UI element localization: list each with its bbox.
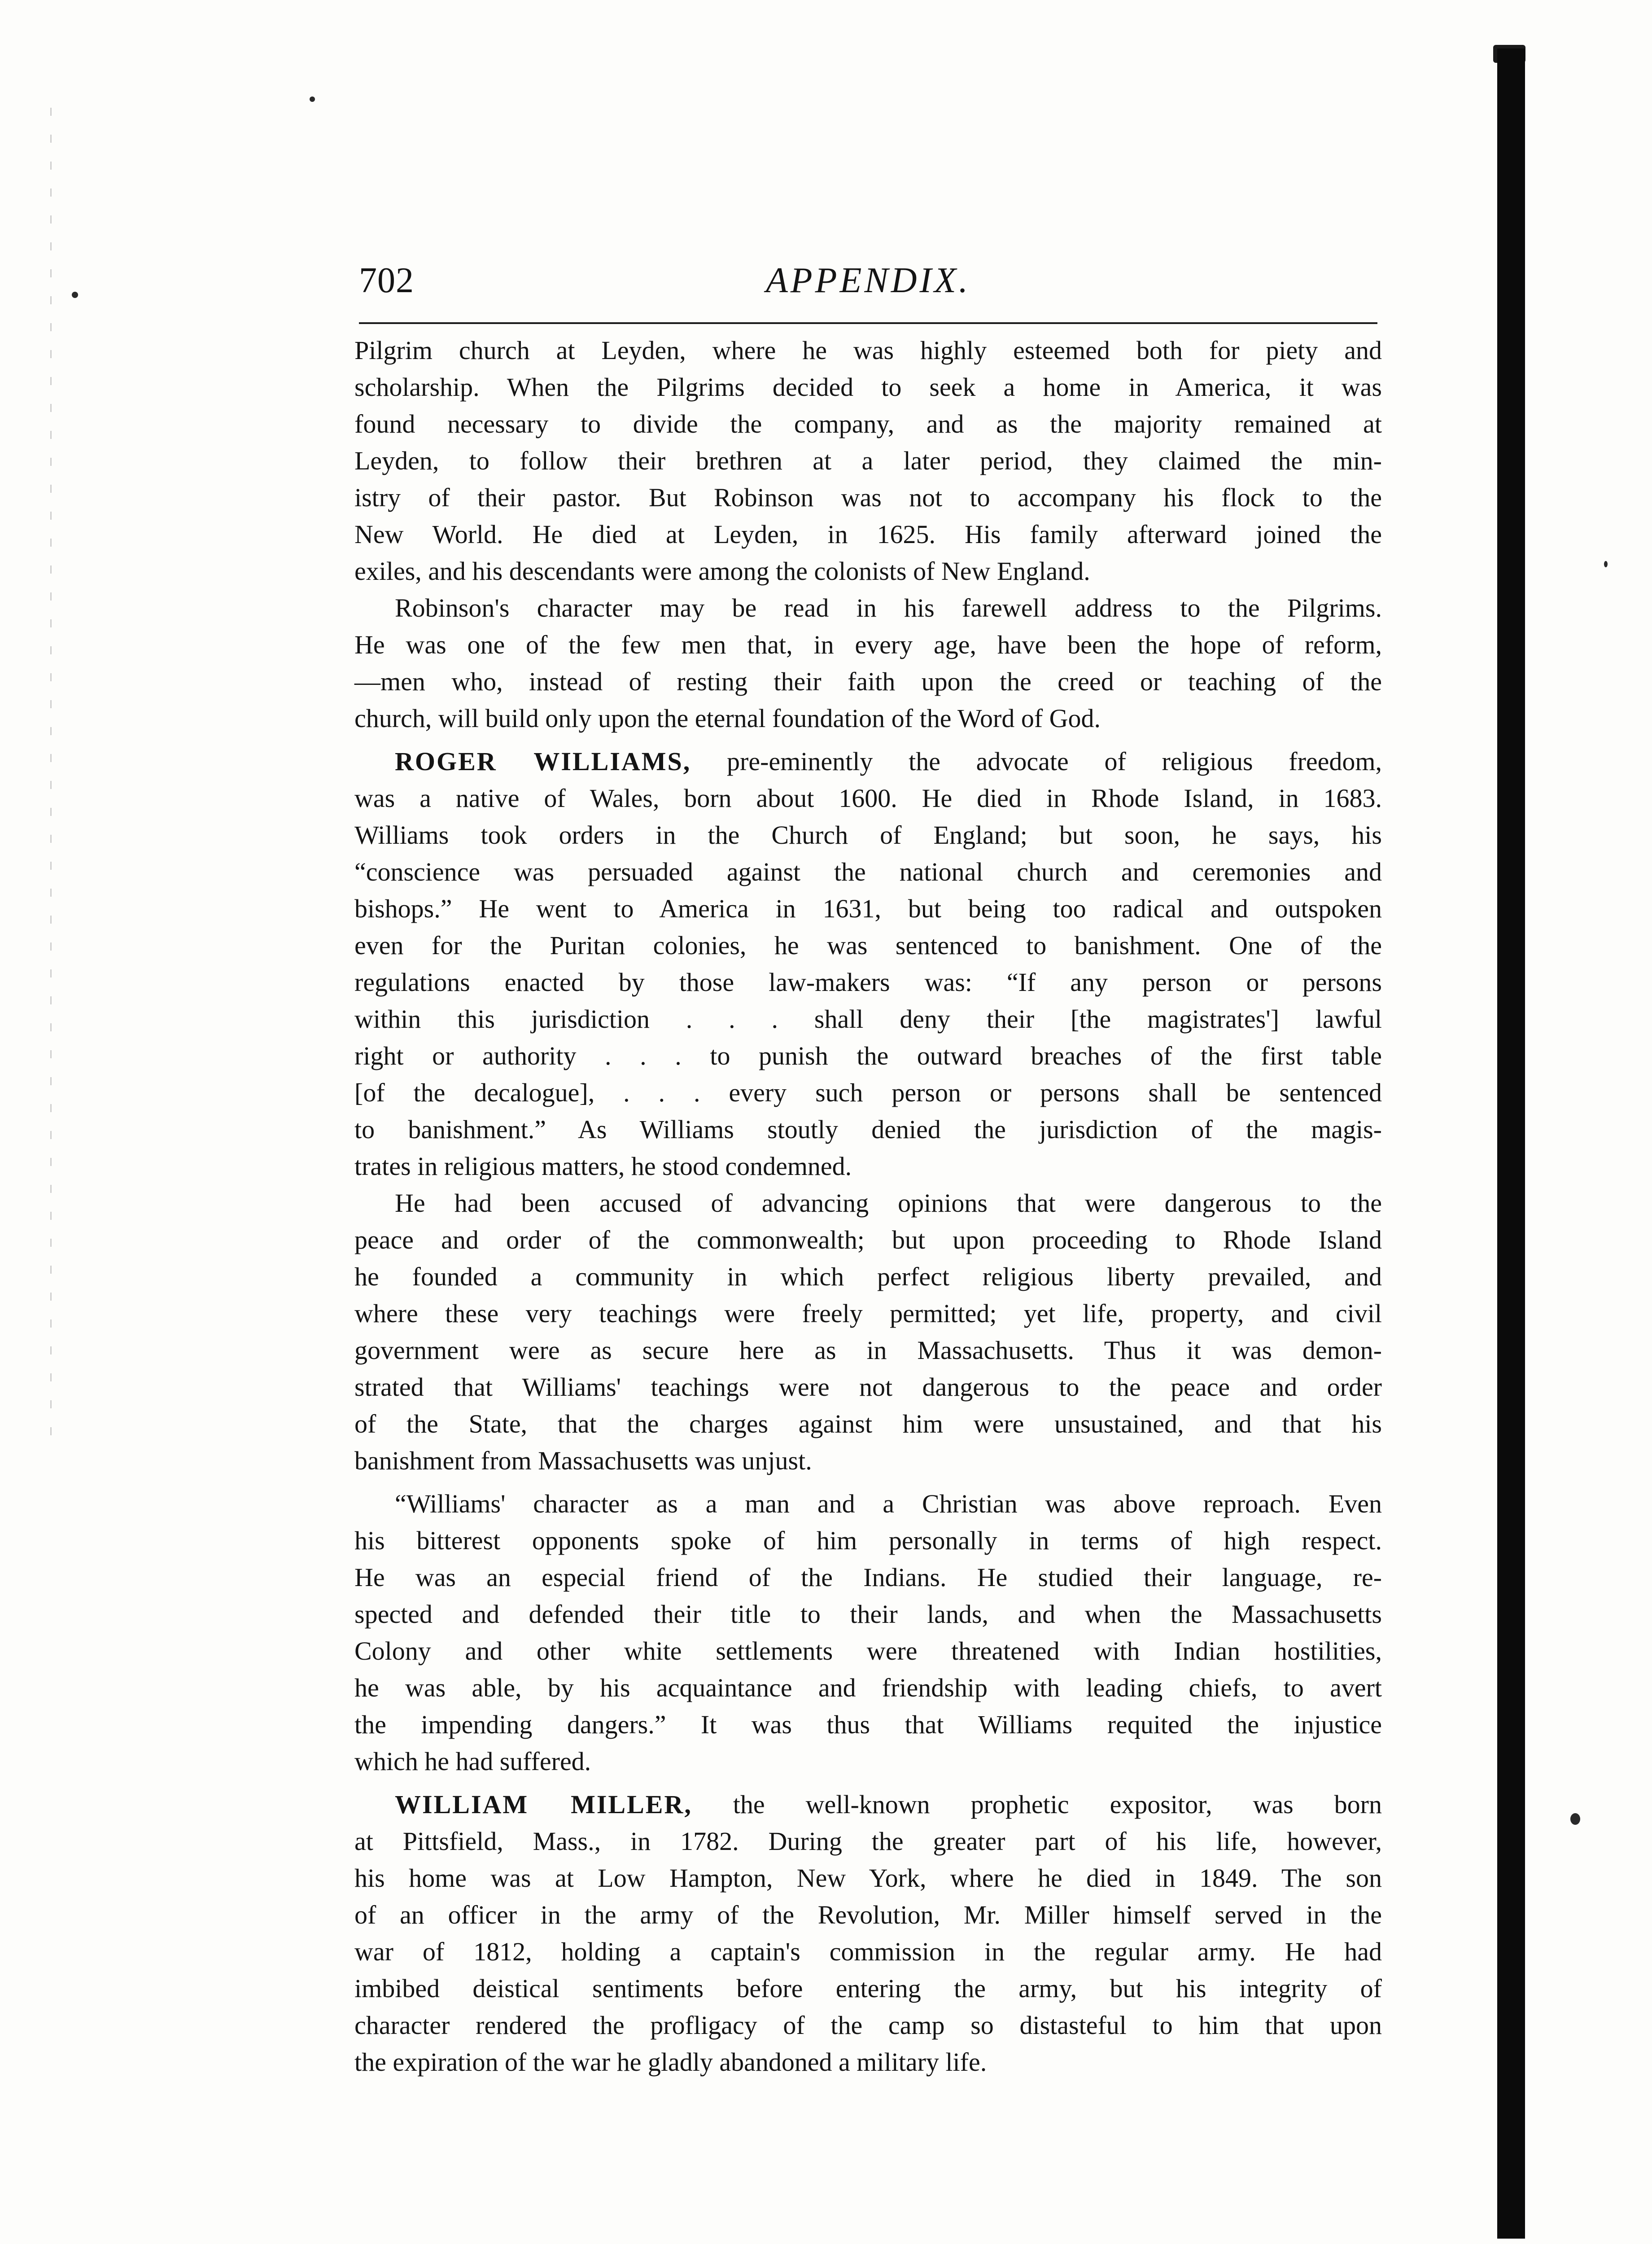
text-line: character rendered the profligacy of the camp so distasteful to him that upon — [354, 2011, 1382, 2040]
text-line: Pilgrim church at Leyden, where he was highly esteemed both for piety and — [354, 336, 1382, 365]
text-line: at Pittsfield, Mass., in 1782. During the greater part of his life, however, — [354, 1827, 1382, 1856]
text-line — [354, 743, 1382, 780]
text-line: the impending dangers.” It was thus that Williams requited the injustice — [354, 1710, 1382, 1739]
paragraph-gap — [354, 1780, 1382, 1786]
text-line: He was an especial friend of the Indians. He studied their language, re- — [354, 1563, 1382, 1592]
text-line: where these very teachings were freely permitted; yet life, property, and civil — [354, 1299, 1382, 1328]
paragraph-gap — [354, 737, 1382, 743]
text-line: Williams took orders in the Church of England; but soon, he says, his — [354, 820, 1382, 850]
text-line: trates in religious matters, he stood condemned. — [354, 1152, 852, 1181]
text-line: the expiration of the war he gladly abandoned a military life. — [354, 2047, 987, 2077]
text-line: He had been accused of advancing opinions that were dangerous to the — [395, 1188, 1382, 1218]
scan-speck — [310, 96, 315, 102]
page-number: 702 — [359, 261, 414, 300]
text-line: church, will build only upon the eternal foundation of the Word of God. — [354, 704, 1101, 733]
text-line: exiles, and his descendants were among the colonists of New England. — [354, 557, 1090, 586]
text-line: his home was at Low Hampton, New York, where he died in 1849. The son — [354, 1863, 1382, 1893]
text-line: peace and order of the commonwealth; but upon proceeding to Rhode Island — [354, 1225, 1382, 1254]
text-line: banishment from Massachusetts was unjust. — [354, 1446, 812, 1475]
text-line: He was one of the few men that, in every age, have been the hope of reform, — [354, 630, 1382, 659]
paragraph-robinson-character — [354, 590, 1382, 737]
text-line: regulations enacted by those law-makers was: “If any person or persons — [354, 968, 1382, 997]
text-line: his bitterest opponents spoke of him personally in terms of high respect. — [354, 1526, 1382, 1555]
text-line: —men who, instead of resting their faith upon the creed or teaching of the — [354, 667, 1382, 696]
text-line: he was able, by his acquaintance and friendship with leading chiefs, to avert — [354, 1673, 1382, 1702]
text-line: Colony and other white settlements were threatened with Indian hostilities, — [354, 1636, 1382, 1665]
paragraph-williams-character — [354, 1486, 1382, 1780]
text-line: strated that Williams' teachings were not dangerous to the peace and order — [354, 1372, 1382, 1402]
text-line: of the State, that the charges against him were unsustained, and that his — [354, 1409, 1382, 1438]
text-line: Leyden, to follow their brethren at a later period, they claimed the min- — [354, 446, 1382, 475]
entry-name-william-miller: WILLIAM MILLER, — [395, 1790, 692, 1819]
paragraph-williams-accused — [354, 1185, 1382, 1479]
text-line: [of the decalogue], . . . every such person or persons shall be sentenced — [354, 1078, 1382, 1107]
text-line: war of 1812, holding a captain's commission in the regular army. He had — [354, 1937, 1382, 1966]
scan-speck — [1570, 1813, 1580, 1825]
text-line: “conscience was persuaded against the national church and ceremonies and — [354, 857, 1382, 886]
scan-edge-bar — [1497, 48, 1525, 2239]
text-line: scholarship. When the Pilgrims decided to seek a home in America, it was — [354, 373, 1382, 402]
text-line: he founded a community in which perfect religious liberty prevailed, and — [354, 1262, 1382, 1291]
text-line: imbibed deistical sentiments before entering the army, but his integrity of — [354, 1974, 1382, 2003]
text-line: was a native of Wales, born about 1600. He died in Rhode Island, in 1683. — [354, 784, 1382, 813]
body-text — [354, 332, 1382, 2081]
entry-name-roger-williams: ROGER WILLIAMS, — [395, 747, 691, 776]
text-line: bishops.” He went to America in 1631, but being too radical and outspoken — [354, 894, 1382, 923]
paragraph-gap — [354, 1479, 1382, 1486]
text-line: within this jurisdiction . . . shall deny their [the magistrates'] lawful — [354, 1004, 1382, 1034]
text-line: even for the Puritan colonies, he was sentenced to banishment. One of the — [354, 931, 1382, 960]
scan-speck — [72, 292, 78, 298]
paragraph-robinson-continued — [354, 332, 1382, 590]
header-rule — [359, 322, 1377, 324]
text-line: right or authority . . . to punish the outward breaches of the first table — [354, 1041, 1382, 1070]
text-line — [354, 1786, 1382, 1823]
text-line: spected and defended their title to their lands, and when the Massachusetts — [354, 1600, 1382, 1629]
text-run: the well-known prophetic expositor, was born — [733, 1790, 1382, 1819]
text-line: “Williams' character as a man and a Christian was above reproach. Even — [395, 1489, 1382, 1518]
text-line: Robinson's character may be read in his farewell address to the Pilgrims. — [395, 593, 1382, 622]
text-line: of an officer in the army of the Revolution, Mr. Miller himself served in the — [354, 1900, 1382, 1929]
page-header — [359, 258, 1377, 312]
text-line: istry of their pastor. But Robinson was not to accompany his flock to the — [354, 483, 1382, 512]
text-line: to banishment.” As Williams stoutly denied the jurisdiction of the magis- — [354, 1115, 1382, 1144]
text-line: New World. He died at Leyden, in 1625. His family afterward joined the — [354, 520, 1382, 549]
paragraph-roger-williams — [354, 743, 1382, 1185]
text-line: found necessary to divide the company, and as the majority remained at — [354, 409, 1382, 438]
scan-left-margin-artifact — [50, 108, 52, 1454]
text-line: which he had suffered. — [354, 1747, 591, 1776]
paragraph-william-miller — [354, 1786, 1382, 2081]
scan-speck — [1604, 561, 1608, 567]
text-run: pre-eminently the advocate of religious freedom, — [727, 747, 1382, 776]
running-title: APPENDIX. — [765, 261, 971, 300]
text-line: government were as secure here as in Massachusetts. Thus it was demon- — [354, 1336, 1382, 1365]
